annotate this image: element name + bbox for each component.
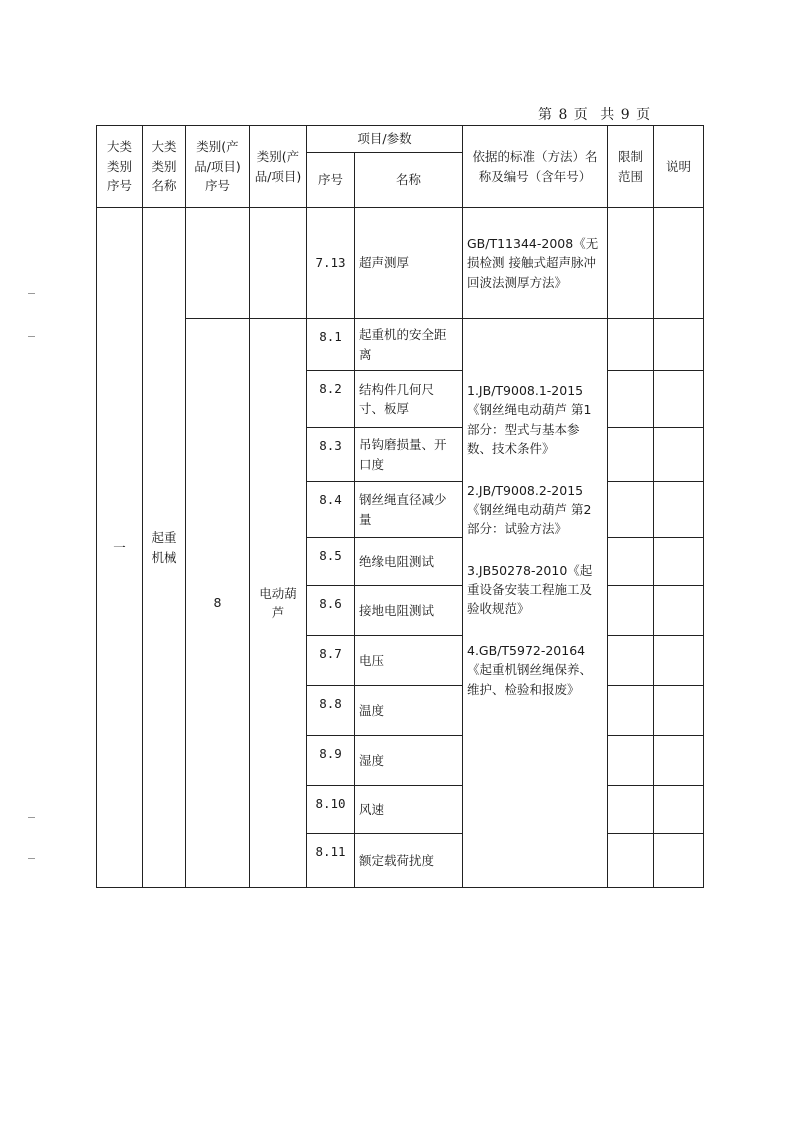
standard-item: 4.GB/T5972-20164《起重机钢丝绳保养、维护、检验和报废》	[467, 642, 593, 697]
note-cell	[654, 208, 704, 319]
item-name: 额定载荷扰度	[355, 834, 463, 888]
item-no: 8.7	[307, 636, 355, 686]
note-cell	[654, 636, 704, 686]
note-cell	[654, 834, 704, 888]
item-name: 绝缘电阻测试	[355, 538, 463, 586]
table-row	[97, 319, 704, 371]
scan-mark	[28, 858, 35, 859]
page-total: 共 9 页	[600, 107, 652, 123]
item-no: 7.13	[307, 208, 355, 319]
item-no: 8.8	[307, 686, 355, 736]
scan-mark	[28, 817, 35, 818]
sub-name-cell	[250, 208, 307, 319]
item-no: 8.4	[307, 482, 355, 538]
header-item-no: 序号	[307, 153, 355, 208]
note-cell	[654, 319, 704, 371]
sub-name-cell: 电动葫芦	[250, 319, 307, 888]
header-sub-no: 类别(产品/项目)序号	[186, 126, 250, 208]
scan-mark	[28, 336, 35, 337]
note-cell	[654, 586, 704, 636]
item-no: 8.2	[307, 371, 355, 428]
sub-no-cell	[186, 208, 250, 319]
note-cell	[654, 428, 704, 482]
limit-cell	[608, 208, 654, 319]
note-cell	[654, 482, 704, 538]
item-name: 起重机的安全距离	[355, 319, 463, 371]
table-row	[97, 208, 704, 319]
item-no: 8.6	[307, 586, 355, 636]
header-cat-no: 大类类别序号	[97, 126, 143, 208]
limit-cell	[608, 834, 654, 888]
page-number	[538, 104, 657, 124]
limit-cell	[608, 371, 654, 428]
item-no: 8.5	[307, 538, 355, 586]
note-cell	[654, 736, 704, 786]
item-name: 超声测厚	[355, 208, 463, 319]
limit-cell	[608, 586, 654, 636]
header-row-1	[97, 126, 704, 153]
header-cat-name: 大类类别名称	[143, 126, 186, 208]
standard-cell: GB/T11344-2008《无损检测 接触式超声脉冲回波法测厚方法》	[463, 208, 608, 319]
note-cell	[654, 538, 704, 586]
sub-no-cell: 8	[186, 319, 250, 888]
item-name: 电压	[355, 636, 463, 686]
limit-cell	[608, 482, 654, 538]
item-no: 8.11	[307, 834, 355, 888]
standards-cell	[463, 319, 608, 888]
item-no: 8.3	[307, 428, 355, 482]
item-name: 接地电阻测试	[355, 586, 463, 636]
limit-cell	[608, 538, 654, 586]
standard-item: 1.JB/T9008.1-2015《钢丝绳电动葫芦 第1部分：型式与基本参数、技术条件》	[467, 383, 592, 457]
item-name: 风速	[355, 786, 463, 834]
limit-cell	[608, 686, 654, 736]
note-cell	[654, 371, 704, 428]
item-name: 结构件几何尺寸、板厚	[355, 371, 463, 428]
limit-cell	[608, 636, 654, 686]
item-name: 钢丝绳直径减少量	[355, 482, 463, 538]
item-name: 吊钩磨损量、开口度	[355, 428, 463, 482]
limit-cell	[608, 786, 654, 834]
header-standard: 依据的标准（方法）名称及编号（含年号）	[463, 126, 608, 208]
item-name: 温度	[355, 686, 463, 736]
item-no: 8.10	[307, 786, 355, 834]
item-no: 8.1	[307, 319, 355, 371]
scan-mark	[28, 293, 35, 294]
note-cell	[654, 686, 704, 736]
header-limit: 限制范围	[608, 126, 654, 208]
standard-item: 3.JB50278-2010《起重设备安装工程施工及验收规范》	[467, 562, 593, 617]
limit-cell	[608, 736, 654, 786]
header-note: 说明	[654, 126, 704, 208]
item-name: 湿度	[355, 736, 463, 786]
header-item-group: 项目/参数	[307, 126, 463, 153]
limit-cell	[608, 428, 654, 482]
category-no: 一	[97, 208, 143, 888]
standard-item: 2.JB/T9008.2-2015《钢丝绳电动葫芦 第2部分：试验方法》	[467, 482, 592, 537]
header-item-name: 名称	[355, 153, 463, 208]
item-no: 8.9	[307, 736, 355, 786]
header-sub-name: 类别(产品/项目)	[250, 126, 307, 208]
page-current: 第 8 页	[538, 107, 589, 123]
qualification-table	[96, 125, 704, 888]
limit-cell	[608, 319, 654, 371]
note-cell	[654, 786, 704, 834]
category-name: 起重机械	[143, 208, 186, 888]
